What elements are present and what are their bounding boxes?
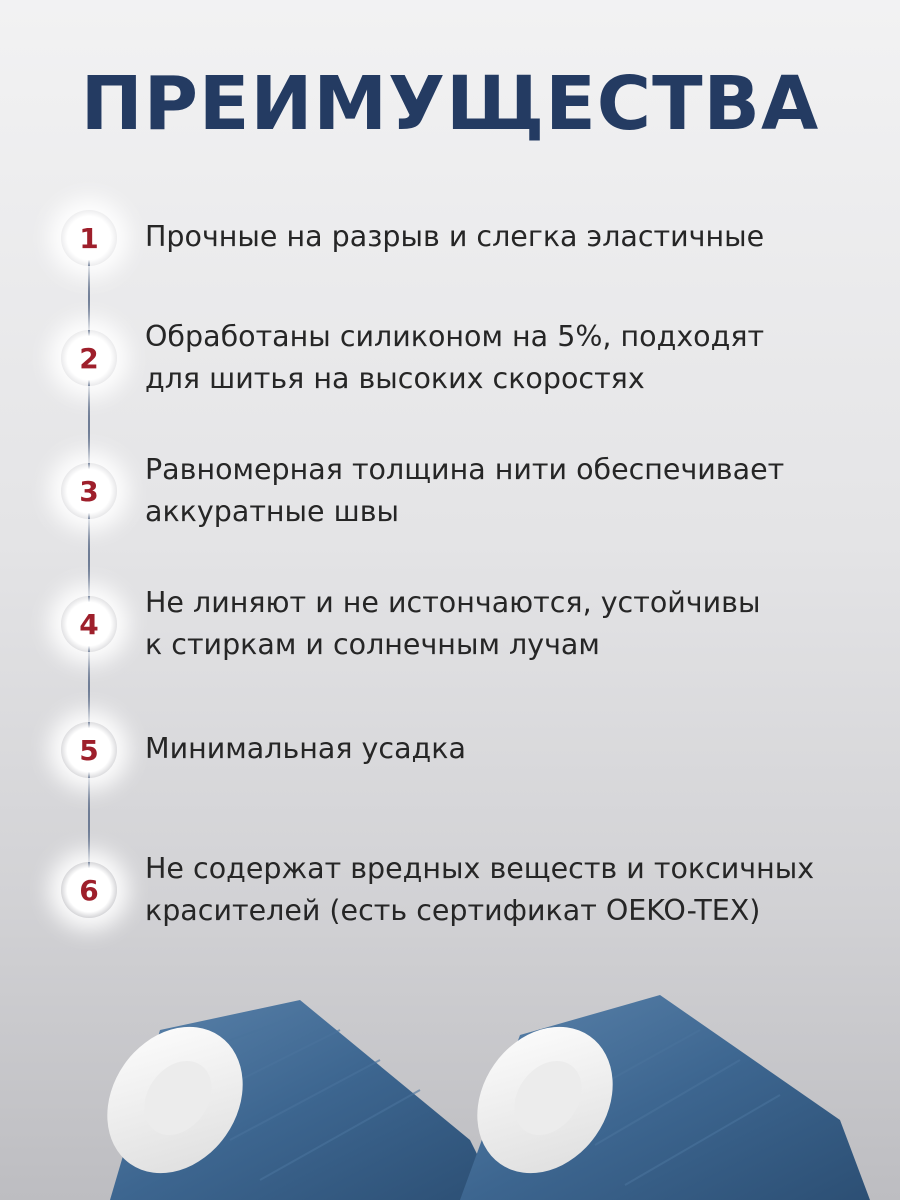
number-badge: 2 [61, 330, 117, 386]
number-badge: 1 [61, 210, 117, 266]
advantage-line: Не содержат вредных веществ и токсичных [145, 852, 815, 885]
number-badge: 4 [61, 596, 117, 652]
advantage-text [145, 848, 865, 932]
advantage-text [145, 449, 865, 533]
advantage-text [145, 582, 865, 666]
advantage-line: Не линяют и не истончаются, устойчивы [145, 586, 761, 619]
page-title: ПРЕИМУЩЕСТВА [80, 61, 820, 147]
thread-spool-left [79, 1000, 500, 1200]
advantage-line: аккуратные швы [145, 495, 400, 528]
advantage-line: Прочные на разрыв и слегка эластичные [145, 220, 765, 253]
advantage-line: для шитья на высоких скоростях [145, 362, 645, 395]
advantage-text [145, 216, 865, 258]
advantage-line: Равномерная толщина нити обеспечивает [145, 453, 785, 486]
advantage-text [145, 316, 865, 400]
number-badge: 5 [61, 722, 117, 778]
advantage-text [145, 728, 865, 770]
thread-spools-image [0, 990, 900, 1200]
advantage-line: Обработаны силиконом на 5%, подходят [145, 320, 765, 353]
number-badge: 6 [61, 862, 117, 918]
thread-spool-right [449, 995, 870, 1200]
advantage-line: Минимальная усадка [145, 732, 466, 765]
advantage-line: к стиркам и солнечным лучам [145, 628, 600, 661]
advantage-line: красителей (есть сертификат OEKO-TEX) [145, 894, 761, 927]
number-badge: 3 [61, 463, 117, 519]
